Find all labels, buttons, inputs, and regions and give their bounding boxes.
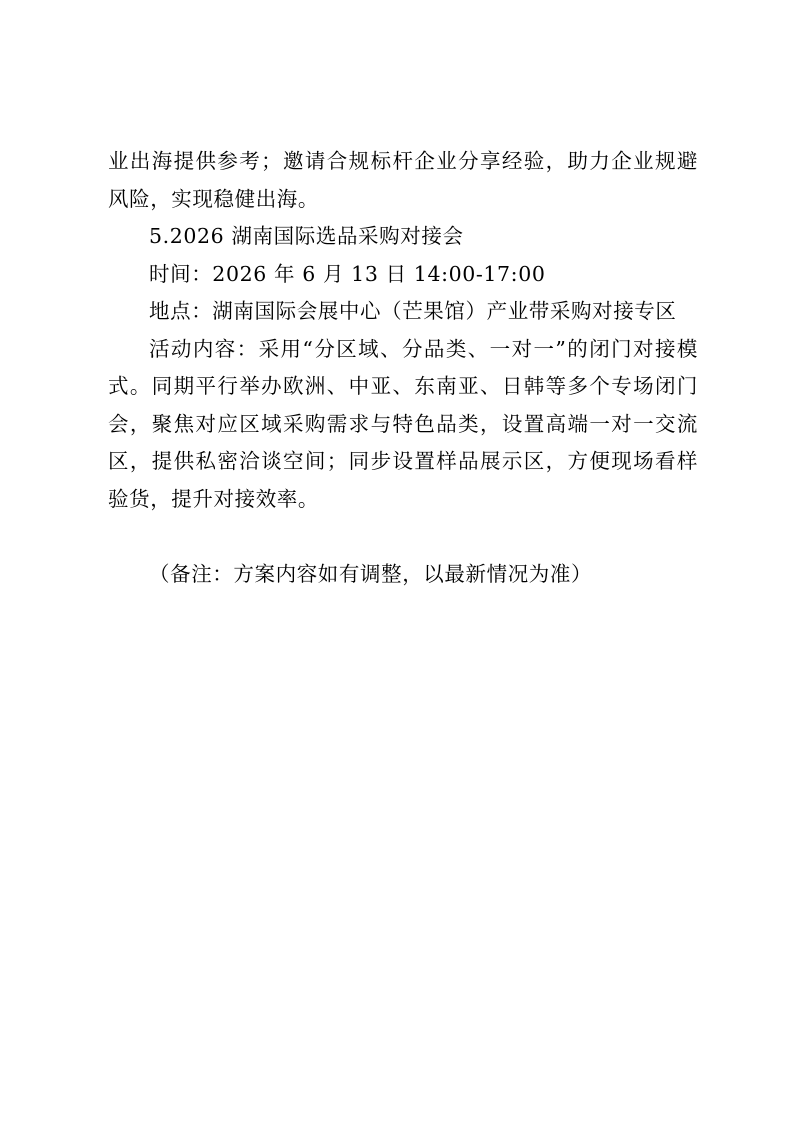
paragraph-continuation: 业出海提供参考；邀请合规标杆企业分享经验，助力企业规避风险，实现稳健出海。: [108, 149, 698, 211]
event-location: 地点：湖南国际会展中心（芒果馆）产业带采购对接专区: [149, 299, 677, 323]
event-content: 活动内容：采用“分区域、分品类、一对一”的闭门对接模式。同期平行举办欧洲、中亚、东南亚、日韩等多个专场闭门会，聚焦对应区域采购需求与特色品类，设置高端一对一交流区，提供私密洽谈空间；同步设置样品展示区，方便现场看样验货，提升对接效率。: [108, 336, 698, 511]
document-body: [108, 143, 698, 593]
remark-note: （备注：方案内容如有调整，以最新情况为准）: [149, 561, 593, 586]
blank-line: [108, 518, 698, 556]
event-time: 时间：2026 年 6 月 13 日 14:00-17:00: [149, 261, 546, 286]
section-heading: 5.2026 湖南国际选品采购对接会: [149, 224, 464, 248]
